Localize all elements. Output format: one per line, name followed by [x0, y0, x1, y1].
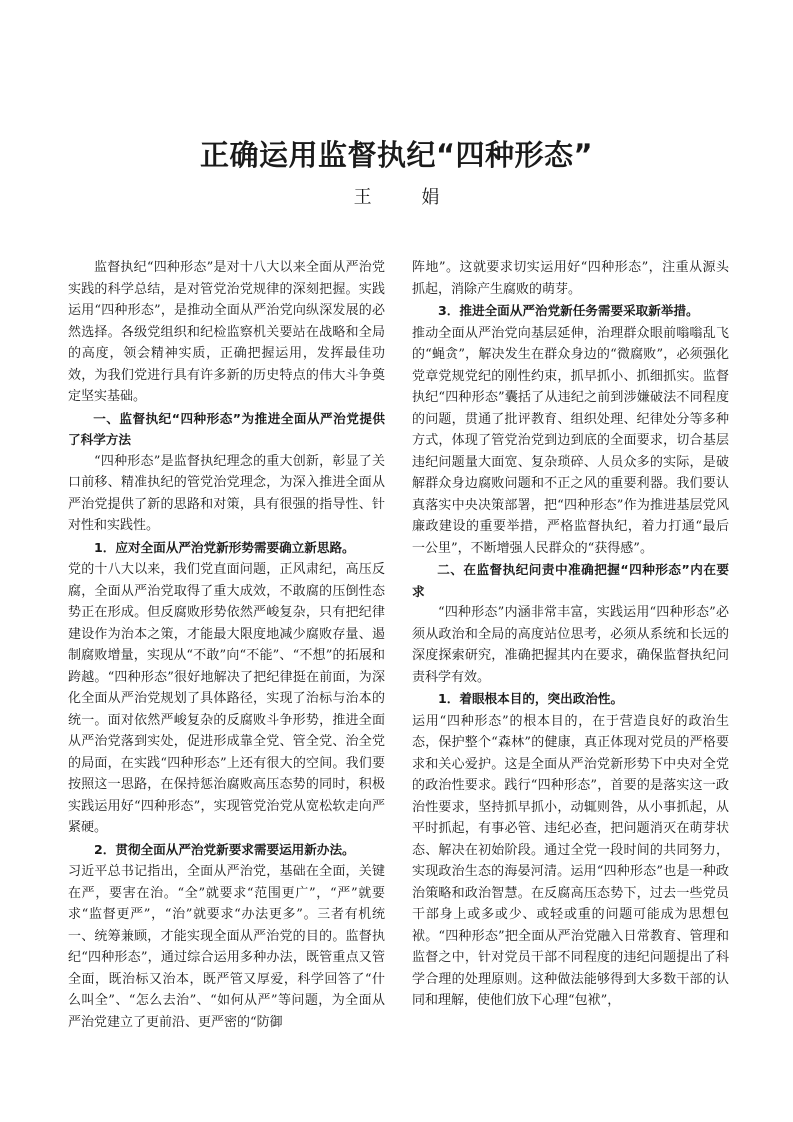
- article-author: 王 娟: [353, 187, 462, 208]
- section-2-intro: “四种形态”内涵非常丰富，实践运用“四种形态”必须从政治和全局的高度站位思考，必须从系统和长远的深度探索研究，准确把握其内在要求，确保监督执纪问责科学有效。: [412, 605, 729, 685]
- subsection-3-title: 3．推进全面从严治党新任务需要采取新举措。: [438, 303, 699, 318]
- intro-paragraph: 监督执纪“四种形态”是对十八大以来全面从严治党实践的科学总结，是对管党治党规律的深刻把握。实践运用“四种形态”，是推动全面从严治党向纵深发展的必然选择。各级党组织和纪检监察机关要站在战略和全局的高度，领会精神实质，正确把握运用，发挥最佳功效，为我们党进行具有许多新的历史特点的伟大斗争奠定坚实基础。: [68, 260, 385, 404]
- subsection-4-body: 运用“四种形态”的根本目的，在于营造良好的政治生态，保护整个“森林”的健康，真正体现对党员的严格要求和关心爱护。这是全面从严治党新形势下中央对全党的政治性要求。践行“四种形态”，首要的是落实这一政治性要求，坚持抓早抓小，动辄则咎，从小事抓起，从平时抓起，有事必管、违纪必查，把问题消灭在萌芽状态、解决在初始阶段。通过全党一段时间的共同努力，实现政治生态的海晏河清。运用“四种形态”也是一种政治策略和政治智慧。在反腐高压态势下，过去一些党员干部身上或多或少、或轻或重的问题可能成为思想包袱。“四种形态”把全面从严治党融入日常教育、管理和监督之中，针对党员干部不同程度的违纪问题提出了科学合理的处理原则。这种做法能够得到大多数干部的认同和理解，使他们放下心理“包袱”，: [412, 713, 729, 1008]
- section-1-intro: “四种形态”是监督执纪理念的重大创新，彰显了关口前移、精准执纪的管党治党理念，为深入推进全面从严治党提供了新的思路和对策，具有很强的指导性、针对性和实践性。: [68, 453, 385, 533]
- left-column: [68, 257, 385, 1033]
- subsection-2-body: 习近平总书记指出，全面从严治党，基础在全面，关键在严，要害在治。“全”就要求“范围更广”，“严”就要求“监督更严”，“治”就要求“办法更多”。三者有机统一、统筹兼顾，才能实现全面从严治党的目的。监督执纪“四种形态”，通过综合运用多种办法，既管重点又管全面，既治标又治本，既严管又厚爱，科学回答了“什么叫全”、“怎么去治”、“如何从严”等问题，为全面从严治党建立了更前沿、更严密的“防御: [68, 864, 385, 1030]
- subsection-3-lead: [412, 300, 729, 323]
- article-title: 正确运用监督执纪“四种形态”: [199, 138, 594, 172]
- subsection-1-body: 党的十八大以来，我们党直面问题，正风肃纪，高压反腐，全面从严治党取得了重大成效，不敢腐的压倒性态势正在形成。但反腐败形势依然严峻复杂，只有把纪律建设作为治本之策，才能最大限度地减少腐败存量、遏制腐败增量，实现从“不敢”向“不能”、“不想”的拓展和跨越。“四种形态”很好地解决了把纪律挺在前面，为深化全面从严治党规划了具体路径，实现了治标与治本的统一。面对依然严峻复杂的反腐败斗争形势，推进全面从严治党落到实处，促进形成靠全党、管全党、治全党的局面，在实践“四种形态”上还有很大的空间。我们要按照这一思路，在保持惩治腐败高压态势的同时，积极实践运用好“四种形态”，实现管党治党从宽松软走向严紧硬。: [68, 562, 385, 835]
- subsection-2-title: 2．贯彻全面从严治党新要求需要运用新办法。: [94, 841, 355, 857]
- right-column: [412, 257, 729, 1012]
- continued-paragraph: 阵地”。这就要求切实运用好“四种形态”，注重从源头抓起，消除产生腐败的萌芽。: [412, 260, 729, 297]
- subsection-3-body: 推动全面从严治党向基层延伸，治理群众眼前嗡嗡乱飞的“蝇贪”，解决发生在群众身边的“微腐败”，必须强化党章党规党纪的刚性约束，抓早抓小、抓细抓实。监督执纪“四种形态”囊括了从违纪之前到涉嫌破法不同程度的问题，贯通了批评教育、组织处理、纪律处分等多种方式，体现了管党治党到边到底的全面要求，切合基层违纪问题量大面宽、复杂琐碎、人员众多的实际，是破解群众身边腐败问题和不正之风的重要利器。我们要认真落实中央决策部署，把“四种形态”作为推进基层党风廉政建设的重要举措，严格监督执纪，着力打通“最后一公里”，不断增强人民群众的“获得感”。: [412, 325, 729, 556]
- subsection-1-lead: [68, 537, 385, 560]
- subsection-1-title: 1．应对全面从严治党新形势需要确立新思路。: [94, 539, 355, 555]
- section-heading-2: 二、在监督执纪问责中准确把握“四种形态”内在要求: [412, 562, 729, 599]
- subsection-4-lead: [412, 688, 729, 711]
- subsection-2-lead: [68, 839, 385, 862]
- subsection-4-title: 1．着眼根本目的，突出政治性。: [438, 691, 624, 706]
- section-heading-1: 一、监督执纪“四种形态”为推进全面从严治党提供了科学方法: [68, 410, 385, 447]
